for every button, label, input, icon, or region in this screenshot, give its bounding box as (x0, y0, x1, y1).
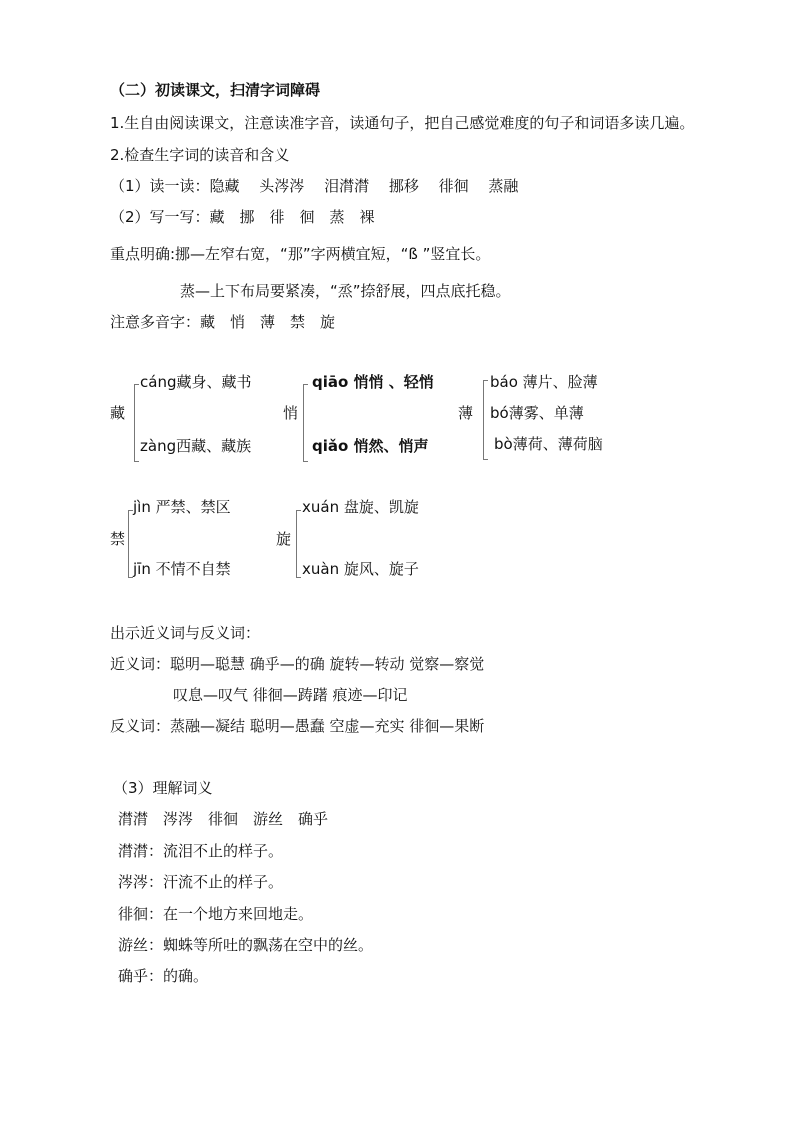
definition-item: 确乎：的确。 (118, 967, 209, 985)
polyphone-char-cang: 藏 (110, 404, 126, 422)
definition-item: 涔涔：汗流不止的样子。 (118, 873, 284, 891)
focus-line-2: 蒸—上下布局要紧凑，“烝”捺舒展，四点底托稳。 (180, 282, 511, 300)
polyphone-reading: bó薄雾、单薄 (490, 404, 584, 422)
definition-item: 游丝：蜘蛛等所吐的飘荡在空中的丝。 (118, 936, 374, 954)
polyphone-reading: cáng藏身、藏书 (140, 373, 252, 391)
polyphone-reading: jīn 不情不自禁 (133, 560, 231, 578)
polyphone-reading: jìn 严禁、禁区 (133, 498, 231, 516)
polyphone-reading: báo 薄片、脸薄 (490, 373, 598, 391)
polyphone-reading: qiāo 悄悄 、轻悄 (312, 373, 434, 391)
polyphone-title: 注意多音字：藏 悄 薄 禁 旋 (110, 313, 336, 331)
step-1-text: 1.生自由阅读课文，注意读准字音，读通句子，把自己感觉难度的句子和词语多读几遍。 (110, 114, 695, 132)
polyphone-char-qiao: 悄 (283, 404, 299, 422)
brace (303, 384, 308, 462)
focus-line-1: 重点明确:挪—左窄右宽，“那”字两横宜短，“ß ”竖宜长。 (110, 245, 491, 263)
brace (483, 380, 488, 460)
polyphone-reading: xuàn 旋风、旋子 (302, 560, 419, 578)
polyphone-reading: xuán 盘旋、凯旋 (302, 498, 419, 516)
read-line: （1）读一读：隐藏 头涔涔 泪潸潸 挪移 徘徊 蒸融 (110, 177, 519, 195)
brace (296, 510, 301, 578)
definition-item: 徘徊：在一个地方来回地走。 (118, 905, 314, 923)
section-title: （二）初读课文，扫清字词障碍 (110, 81, 321, 99)
word-list: 潸潸 涔涔 徘徊 游丝 确乎 (118, 810, 329, 828)
antonym-line: 反义词：蒸融—凝结 聪明—愚蠢 空虚—充实 徘徊—果断 (110, 717, 485, 735)
synonym-line-1: 近义词：聪明—聪慧 确乎—的确 旋转—转动 觉察—察觉 (110, 655, 485, 673)
write-line: （2）写一写：藏 挪 徘 徊 蒸 裸 (110, 208, 375, 226)
polyphone-reading: qiǎo 悄然、悄声 (312, 437, 429, 455)
synonym-title: 出示近义词与反义词： (110, 624, 261, 642)
polyphone-char-jin: 禁 (110, 530, 126, 548)
polyphone-char-bao: 薄 (458, 404, 474, 422)
understand-title: （3）理解词义 (113, 779, 213, 797)
synonym-line-2: 叹息—叹气 徘徊—踌躇 痕迹—印记 (173, 686, 408, 704)
polyphone-reading: zàng西藏、藏族 (140, 437, 252, 455)
brace (134, 384, 139, 462)
step-2-text: 2.检查生字词的读音和含义 (110, 146, 290, 164)
polyphone-char-xuan: 旋 (276, 530, 292, 548)
polyphone-reading: bò薄荷、薄荷脑 (494, 435, 603, 453)
definition-item: 潸潸：流泪不止的样子。 (118, 842, 284, 860)
